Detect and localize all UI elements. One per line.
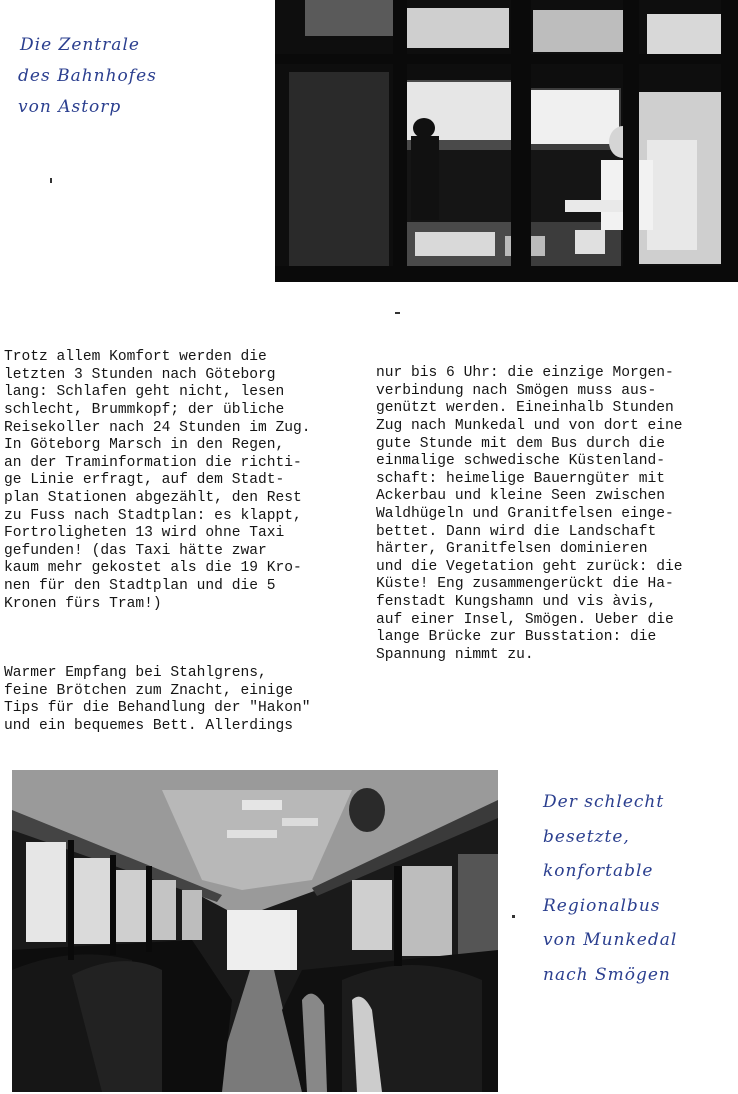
station-control-room-photo bbox=[275, 0, 738, 282]
caption-line: besetzte, bbox=[543, 826, 630, 847]
left-text-column bbox=[4, 314, 311, 753]
stray-mark bbox=[395, 312, 400, 314]
top-photo-caption bbox=[18, 30, 157, 123]
stray-mark bbox=[50, 178, 52, 183]
paragraph: nur bis 6 Uhr: die einzige Morgen- verbindung nach Smögen muss aus- genützt werden. Eineinhalb Stunden Zug nach Munkedal und von dort eine gute Stunde mit dem Bus durch die einmalige schwedische Küstenland- schaft: heimelige Bauerngüter mit Ackerbau und kleine Seen zwischen Waldhügeln und Granitfelsen einge- bettet. Dann wird die Landschaft härter, Granitfelsen dominieren und die Vegetation geht zurück: die Küste! Eng zusammengerückt die Ha- fenstadt Kungshamn und vis àvis, auf einer Insel, Smögen. Ueber die lange Brücke zur Busstation: die Spannung nimmt zu. bbox=[376, 365, 683, 663]
caption-line: des Bahnhofes bbox=[18, 66, 157, 86]
caption-line: von Munkedal bbox=[543, 930, 678, 950]
caption-line: Regionalbus bbox=[543, 895, 661, 916]
bottom-photo-caption bbox=[543, 785, 677, 992]
caption-line: Die Zentrale bbox=[20, 35, 140, 55]
stray-mark bbox=[512, 915, 515, 918]
paragraph: Warmer Empfang bei Stahlgrens, feine Brötchen zum Znacht, einige Tips für die Behandlung der "Hakon" und ein bequemes Bett. Allerdings bbox=[4, 665, 311, 735]
caption-line: von Astorp bbox=[18, 97, 122, 117]
bus-interior-photo bbox=[12, 770, 498, 1092]
right-text-column bbox=[376, 330, 683, 682]
paragraph: Trotz allem Komfort werden die letzten 3 Stunden nach Göteborg lang: Schlafen geht nicht, lesen schlecht, Brummkopf; der übliche Reisekoller nach 24 Stunden im Zug. In Göteborg Marsch in den Regen, an der Traminformation die richti- ge Linie erfragt, auf dem Stadt- plan Stationen abgezählt, den Rest zu Fuss nach Stadtplan: es klappt, Fortroligheten 13 wird ohne Taxi gefunden! (das Taxi hätte zwar kaum mehr gekostet als die 19 Kro- nen für den Stadtplan und die 5 Kronen fürs Tram!) bbox=[4, 349, 311, 612]
caption-line: nach Smögen bbox=[543, 964, 671, 985]
caption-line: Der schlecht bbox=[543, 792, 665, 812]
caption-line: konfortable bbox=[543, 861, 654, 881]
